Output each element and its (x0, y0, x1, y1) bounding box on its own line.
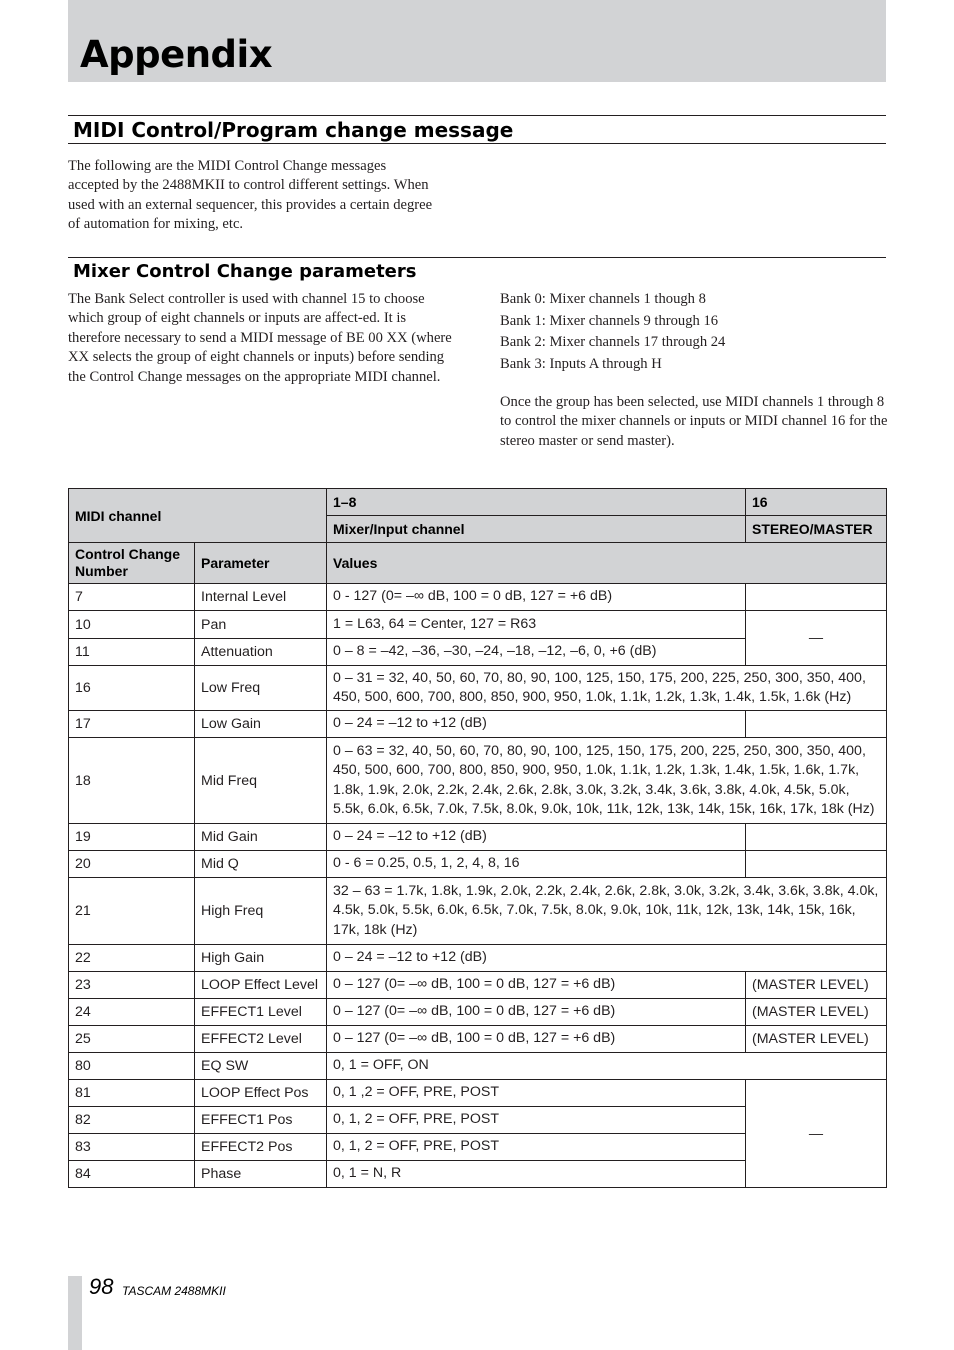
bank-select-paragraph: The Bank Select controller is used with channel 15 to choose which group of eight channels or inputs are affect-ed. It is therefore necessary to send a MIDI message of BE 00 XX (where XX selects the group of eight channels or inputs) before sending the Control Change messages on the appropriate MIDI channel. (68, 291, 452, 385)
channel-1-8-header: 1–8 (327, 489, 746, 516)
values: 32 – 63 = 1.7k, 1.8k, 1.9k, 2.0k, 2.2k, 2.4k, 2.6k, 2.8k, 3.0k, 3.2k, 3.4k, 3.6k, 3.8k, 4.0k, 4.5k, 5.0k, 5.5k, 6.0k, 6.5k, 7.0k, 7.5k, 8.0k, 9.0k, 10k, 11k, 12k, 13k, 14k, 15k, 16k, 17k, 18k (Hz) (327, 878, 887, 945)
master-value (746, 851, 887, 878)
cc-number: 7 (69, 584, 195, 611)
bank-list (500, 289, 890, 375)
parameter: Phase (195, 1161, 327, 1188)
parameter: Mid Freq (195, 738, 327, 824)
bank-item: Bank 2: Mixer channels 17 through 24 (500, 334, 726, 351)
cc-number: 23 (69, 972, 195, 999)
values: 0 – 24 = –12 to +12 (dB) (327, 945, 887, 972)
master-value: (MASTER LEVEL) (746, 1026, 887, 1053)
cc-number: 83 (69, 1134, 195, 1161)
table-row (69, 824, 887, 851)
parameter: EFFECT2 Level (195, 1026, 327, 1053)
stereo-master-header: STEREO/MASTER (746, 516, 887, 543)
subsection-heading-text: Mixer Control Change parameters (73, 261, 417, 282)
values: 0 – 24 = –12 to +12 (dB) (327, 824, 746, 851)
values: 0, 1 = OFF, ON (327, 1053, 887, 1080)
cc-number: 19 (69, 824, 195, 851)
cc-number: 80 (69, 1053, 195, 1080)
product-name: TASCAM 2488MKII (122, 1284, 226, 1298)
values: 0, 1, 2 = OFF, PRE, POST (327, 1107, 746, 1134)
values: 1 = L63, 64 = Center, 127 = R63 (327, 611, 746, 639)
values: 0 – 8 = –42, –36, –30, –24, –18, –12, –6, 0, +6 (dB) (327, 639, 746, 666)
table-row (69, 584, 887, 611)
intro-paragraph: The following are the MIDI Control Change messages accepted by the 2488MKII to control different settings. When used with an external sequencer, this provides a certain degree of automation for mixing, etc. (68, 158, 433, 233)
table-row (69, 851, 887, 878)
parameter: LOOP Effect Level (195, 972, 327, 999)
table-row (69, 666, 887, 711)
page-number: 98 (89, 1274, 114, 1299)
page-title: Appendix (80, 33, 273, 76)
channel-16-header: 16 (746, 489, 887, 516)
midi-channel-label: MIDI channel (69, 489, 327, 543)
midi-cc-table (68, 488, 887, 1188)
master-value (746, 711, 887, 738)
cc-number: 84 (69, 1161, 195, 1188)
parameter: Pan (195, 611, 327, 639)
values: 0, 1 ,2 = OFF, PRE, POST (327, 1080, 746, 1107)
values: 0 – 127 (0= –∞ dB, 100 = 0 dB, 127 = +6 dB) (327, 972, 746, 999)
cc-number: 16 (69, 666, 195, 711)
cc-number: 81 (69, 1080, 195, 1107)
cc-number: 24 (69, 999, 195, 1026)
table-row (69, 878, 887, 945)
parameter: Internal Level (195, 584, 327, 611)
table-row (69, 972, 887, 999)
parameter: Low Freq (195, 666, 327, 711)
parameter: LOOP Effect Pos (195, 1080, 327, 1107)
cc-number: 18 (69, 738, 195, 824)
footer-bar (68, 1276, 82, 1350)
parameter: Mid Gain (195, 824, 327, 851)
values: 0 - 127 (0= –∞ dB, 100 = 0 dB, 127 = +6 dB) (327, 584, 746, 611)
parameter: EFFECT2 Pos (195, 1134, 327, 1161)
master-value: (MASTER LEVEL) (746, 999, 887, 1026)
values: 0 – 63 = 32, 40, 50, 60, 70, 80, 90, 100, 125, 150, 175, 200, 225, 250, 300, 350, 400, 450, 500, 600, 700, 800, 850, 900, 950, 1.0k, 1.1k, 1.2k, 1.3k, 1.4k, 1.5k, 1.6k, 1.7k, 1.8k, 1.9k, 2.0k, 2.2k, 2.4k, 2.6k, 2.8k, 3.0k, 3.2k, 3.4k, 3.6k, 3.8k, 4.0k, 4.5k, 5.0k, 5.5k, 6.0k, 6.5k, 7.0k, 7.5k, 8.0k, 9.0k, 10k, 11k, 12k, 13k, 14k, 15k, 16k, 17k, 18k (Hz) (327, 738, 887, 824)
values: 0, 1, 2 = OFF, PRE, POST (327, 1134, 746, 1161)
table-row (69, 1080, 887, 1107)
values: 0 – 127 (0= –∞ dB, 100 = 0 dB, 127 = +6 dB) (327, 999, 746, 1026)
parameter: EFFECT1 Level (195, 999, 327, 1026)
values: 0 – 127 (0= –∞ dB, 100 = 0 dB, 127 = +6 dB) (327, 1026, 746, 1053)
parameter: EFFECT1 Pos (195, 1107, 327, 1134)
bank-item: Bank 3: Inputs A through H (500, 355, 662, 372)
values: 0 - 6 = 0.25, 0.5, 1, 2, 4, 8, 16 (327, 851, 746, 878)
cc-number: 21 (69, 878, 195, 945)
parameter-header: Parameter (195, 543, 327, 584)
table-row (69, 945, 887, 972)
mixer-input-header: Mixer/Input channel (327, 516, 746, 543)
cc-number: 10 (69, 611, 195, 639)
parameter: EQ SW (195, 1053, 327, 1080)
values-header: Values (327, 543, 887, 584)
cc-number: 17 (69, 711, 195, 738)
cc-number: 20 (69, 851, 195, 878)
section-heading (68, 115, 886, 144)
table-row (69, 1053, 887, 1080)
not-applicable-dash: — (746, 611, 887, 666)
values: 0, 1 = N, R (327, 1161, 746, 1188)
section-heading-text: MIDI Control/Program change message (73, 118, 514, 142)
parameter: Mid Q (195, 851, 327, 878)
master-value (746, 824, 887, 851)
cc-number-header: Control Change Number (69, 543, 195, 584)
table-row (69, 999, 887, 1026)
cc-number: 25 (69, 1026, 195, 1053)
cc-number: 82 (69, 1107, 195, 1134)
master-value (746, 584, 887, 611)
parameter: Attenuation (195, 639, 327, 666)
table-row (69, 738, 887, 824)
values: 0 – 24 = –12 to +12 (dB) (327, 711, 746, 738)
table-row (69, 711, 887, 738)
not-applicable-dash: — (746, 1080, 887, 1188)
table-row (69, 611, 887, 639)
group-paragraph: Once the group has been selected, use MIDI channels 1 through 8 to control the mixer channels or inputs or MIDI channel 16 for the stereo master or send master). (500, 394, 888, 449)
cc-number: 11 (69, 639, 195, 666)
subsection-heading (68, 257, 886, 286)
parameter: High Gain (195, 945, 327, 972)
parameter: Low Gain (195, 711, 327, 738)
cc-number: 22 (69, 945, 195, 972)
master-value: (MASTER LEVEL) (746, 972, 887, 999)
bank-item: Bank 0: Mixer channels 1 though 8 (500, 291, 706, 307)
parameter: High Freq (195, 878, 327, 945)
table-row (69, 1026, 887, 1053)
bank-item: Bank 1: Mixer channels 9 through 16 (500, 312, 719, 329)
values: 0 – 31 = 32, 40, 50, 60, 70, 80, 90, 100, 125, 150, 175, 200, 225, 250, 300, 350, 400, 450, 500, 600, 700, 800, 850, 900, 950, 1.0k, 1.1k, 1.2k, 1.3k, 1.4k, 1.5k, 1.6k (Hz) (327, 666, 887, 711)
